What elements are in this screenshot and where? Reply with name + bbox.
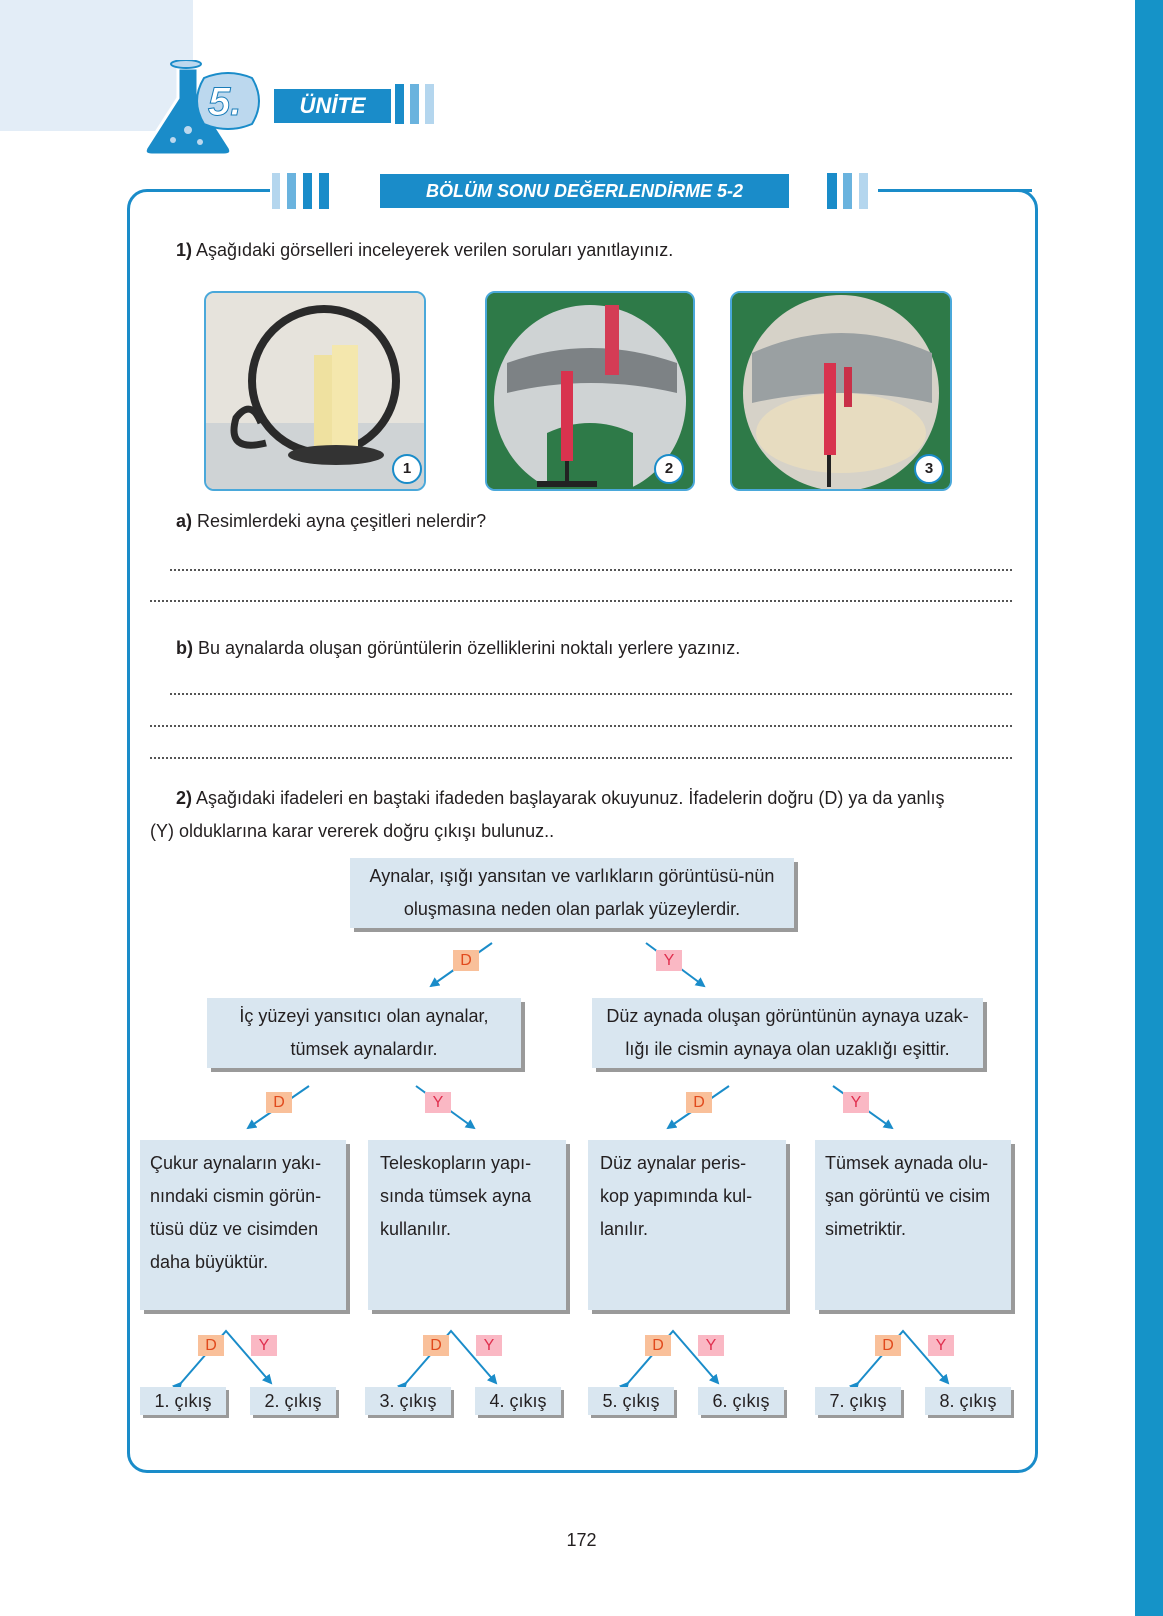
statement-level1-left: İç yüzeyi yansıtıcı olan aynalar, tümsek aynalardır.: [207, 998, 521, 1068]
false-tag: Y: [476, 1335, 502, 1356]
true-tag: D: [423, 1335, 449, 1356]
exit-4: 4. çıkış: [475, 1387, 561, 1415]
false-tag: Y: [425, 1092, 451, 1113]
section-title: BÖLÜM SONU DEĞERLENDİRME 5-2: [380, 174, 789, 208]
page-number: 172: [566, 1530, 597, 1550]
root-statement: Aynalar, ışığı yansıtan ve varlıkların görüntüsü-nün oluşmasına neden olan parlak yüzeylerdir.: [350, 858, 794, 928]
exit-7: 7. çıkış: [815, 1387, 901, 1415]
false-tag: Y: [251, 1335, 277, 1356]
statement-level2-4: Tümsek aynada olu-şan görüntü ve cisim simetriktir.: [815, 1140, 1011, 1310]
question-1a-label: a): [176, 511, 193, 531]
question-2-text-line2: (Y) olduklarına karar vererek doğru çıkışı bulunuz..: [150, 821, 555, 841]
statement-level2-3: Düz aynalar peris-kop yapımında kul-lanılır.: [588, 1140, 786, 1310]
photo-1-badge: 1: [392, 454, 422, 484]
false-tag: Y: [656, 950, 682, 971]
false-tag: Y: [843, 1092, 869, 1113]
photo-3-badge: 3: [914, 454, 944, 484]
true-tag: D: [875, 1335, 901, 1356]
statement-level2-2: Teleskopların yapı-sında tümsek ayna kullanılır.: [368, 1140, 566, 1310]
true-tag: D: [686, 1092, 712, 1113]
question-1b-text: Bu aynalarda oluşan görüntülerin özelliklerini noktalı yerlere yazınız.: [198, 638, 741, 658]
question-2-number: 2): [176, 788, 193, 808]
question-1-number: 1): [176, 240, 193, 260]
photo-2-badge: 2: [654, 454, 684, 484]
exit-8: 8. çıkış: [925, 1387, 1011, 1415]
question-1-text: Aşağıdaki görselleri inceleyerek verilen soruları yanıtlayınız.: [196, 240, 674, 260]
false-tag: Y: [698, 1335, 724, 1356]
question-1b-label: b): [176, 638, 193, 658]
true-tag: D: [453, 950, 479, 971]
exit-3: 3. çıkış: [365, 1387, 451, 1415]
true-tag: D: [266, 1092, 292, 1113]
question-2-text-line1: Aşağıdaki ifadeleri en baştaki ifadeden başlayarak okuyunuz. İfadelerin doğru (D) ya da yanlış: [196, 788, 945, 808]
true-tag: D: [645, 1335, 671, 1356]
exit-1: 1. çıkış: [140, 1387, 226, 1415]
true-tag: D: [198, 1335, 224, 1356]
statement-level1-right: Düz aynada oluşan görüntünün aynaya uzak-lığı ile cismin aynaya olan uzaklığı eşittir.: [592, 998, 983, 1068]
exit-6: 6. çıkış: [698, 1387, 784, 1415]
exit-5: 5. çıkış: [588, 1387, 674, 1415]
false-tag: Y: [928, 1335, 954, 1356]
unit-label: ÜNİTE: [274, 89, 391, 123]
question-1a-text: Resimlerdeki ayna çeşitleri nelerdir?: [197, 511, 487, 531]
unit-number: 5.: [208, 80, 242, 124]
statement-level2-1: Çukur aynaların yakı-nındaki cismin görün-tüsü düz ve cisimden daha büyüktür.: [140, 1140, 346, 1310]
exit-2: 2. çıkış: [250, 1387, 336, 1415]
